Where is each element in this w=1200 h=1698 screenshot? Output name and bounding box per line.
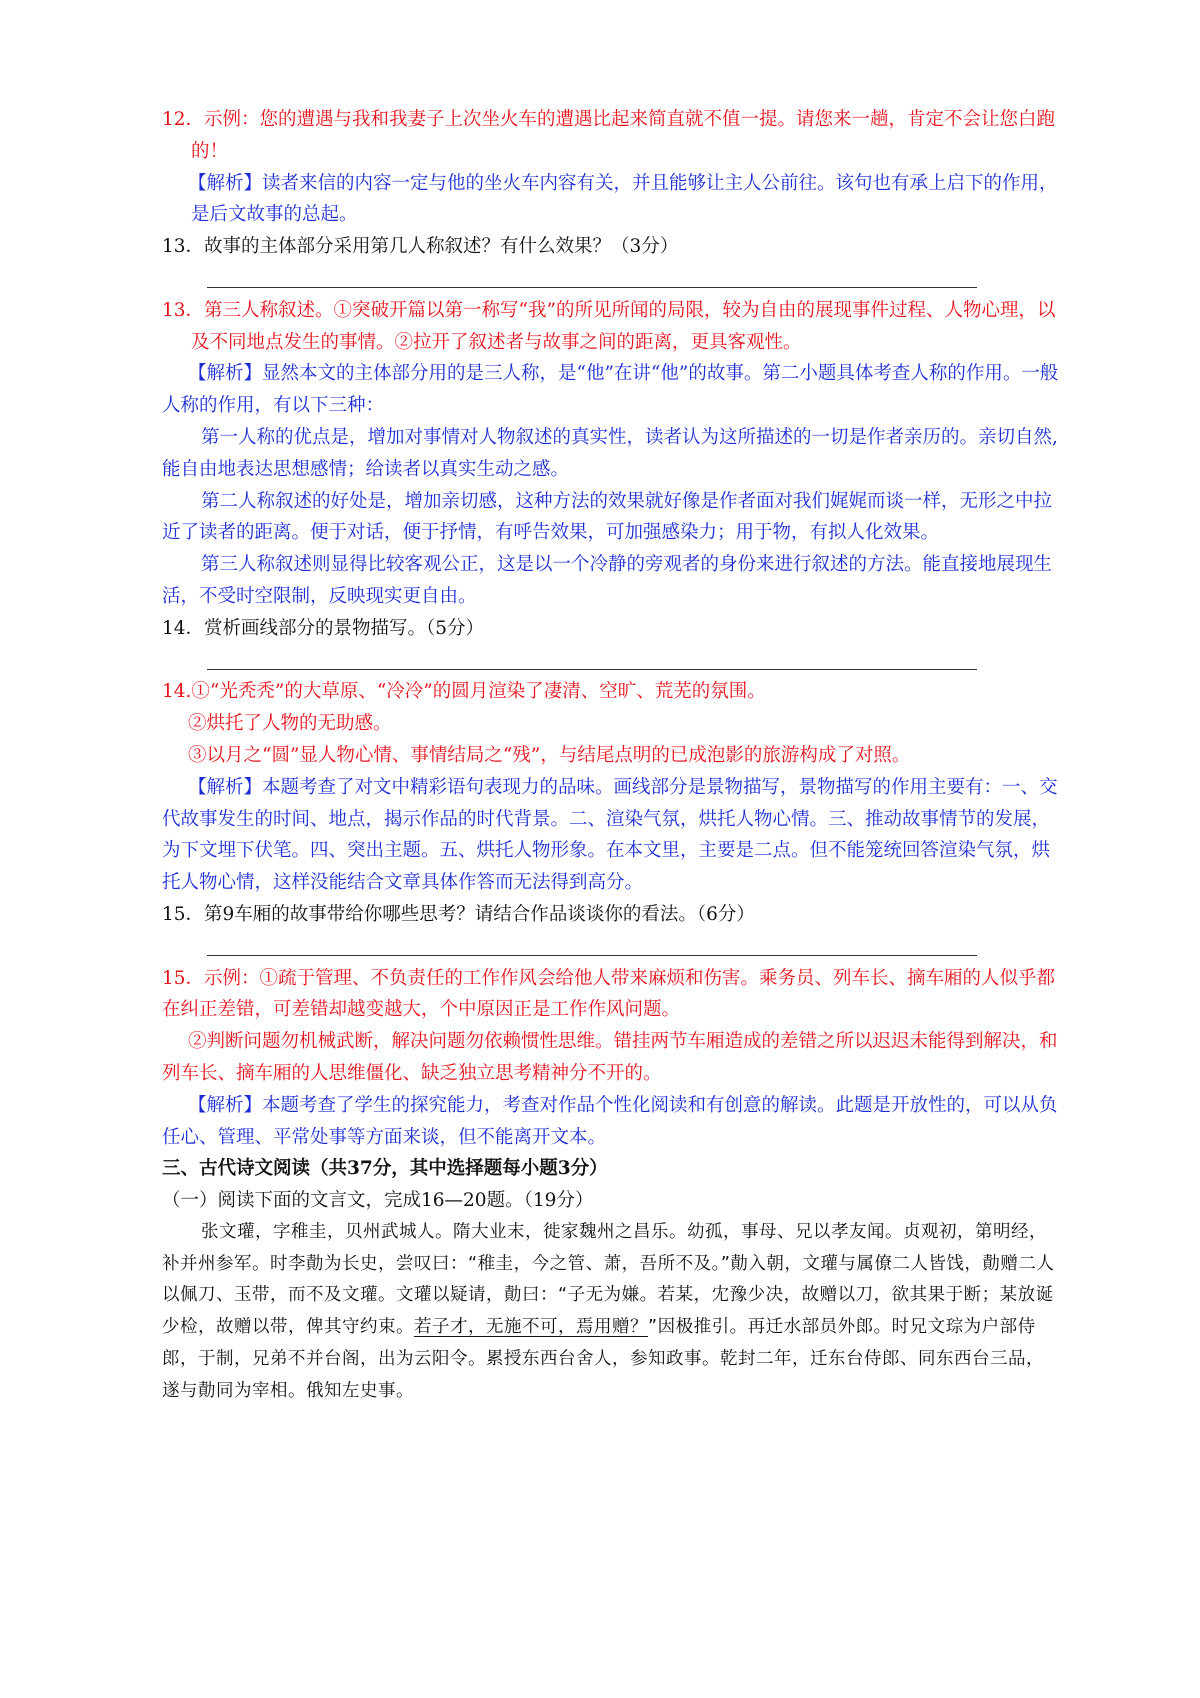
q15-question: 15．第9车厢的故事带给你哪些思考？请结合作品谈谈你的看法。（6分） [162, 903, 755, 925]
q15-analysis: 【解析】本题考查了学生的探究能力，考查对作品个性化阅读和有创意的解读。此题是开放性的，可以从负任心、管理、平常处事等方面来谈，但不能离开文本。 [162, 1094, 1058, 1148]
q14-answer-line [162, 645, 1060, 677]
passage-text-before: 张文瓘，字稚圭，贝州武城人。隋大业末，徙家魏州之昌乐。幼孤，事母、兄以孝友闻。贞观初，第明经，补并州参军。时李勣为长史，尝叹曰：“稚圭，今之管、萧，吾所不及。”勣入朝，文瓘与属僚二人皆饯，勣赠二人以佩刀、玉带，而不及文瓘。文瓘以疑请，勣曰：“子无为嫌。若某，冘豫少决，故赠以刀，欲其果于断；某放诞少检，故赠以带，俾其守约束。 [162, 1221, 1055, 1338]
q14-answer-1: 14.①“光秃秃”的大草原、“冷冷”的圆月渲染了凄清、空旷、荒芜的氛围。 [162, 681, 766, 703]
classical-passage [162, 1217, 1060, 1408]
q13-analysis: 【解析】显然本文的主体部分用的是三人称，是“他”在讲“他”的故事。第二小题具体考查人称的作用。一般人称的作用，有以下三种： [162, 363, 1059, 417]
q15-answer-2: ②判断问题勿机械武断，解决问题勿依赖惯性思维。错挂两节车厢造成的差错之所以迟迟未能得到解决，和列车长、摘车厢的人思维僵化、缺乏独立思考精神分不开的。 [162, 1031, 1058, 1084]
q15-answer-1: 15．示例：①疏于管理、不负责任的工作作风会给他人带来麻烦和伤害。乘务员、列车长、摘车厢的人似乎都在纠正差错，可差错却越变越大，个中原因正是工作作风问题。 [162, 967, 1056, 1021]
passage-text-after: ”因极推引。再迁水部员外郎。时兄文琮为户部侍郎，于制，兄弟不并台阁，出为云阳令。累授东西台舍人，参知政事。乾封二年，迁东台侍郎、同东西台三品，遂与勣同为宰相。俄知左史事。 [162, 1317, 1044, 1401]
q15-answer-line [162, 931, 1060, 963]
q13-answer: 13．第三人称叙述。①突破开篇以第一称写“我”的所见所闻的局限，较为自由的展现事件过程、人物心理，以及不同地点发生的事情。②拉开了叙述者与故事之间的距离，更具客观性。 [162, 299, 1056, 353]
section-subheading: （一）阅读下面的文言文，完成16—20题。（19分） [162, 1190, 594, 1212]
q12-answer: 12．示例：您的遭遇与我和我妻子上次坐火车的遭遇比起来简直就不值一提。请您来一趟，肯定不会让您白跑的！ [162, 109, 1056, 162]
passage-underlined-sentence: 若子才，无施不可，焉用赠？ [414, 1317, 648, 1338]
q13-second-person: 第二人称叙述的好处是，增加亲切感，这种方法的效果就好像是作者面对我们娓娓而谈一样，无形之中拉近了读者的距离。便于对话，便于抒情，有呼告效果，可加强感染力；用于物，有拟人化效果。 [162, 490, 1053, 544]
q14-answer-2: ②烘托了人物的无助感。 [188, 713, 392, 735]
q13-question: 13．故事的主体部分采用第几人称叙述？有什么效果？（3分） [162, 236, 679, 258]
q13-first-person: 第一人称的优点是，增加对事情对人物叙述的真实性，读者认为这所描述的一切是作者亲历的。亲切自然,能自由地表达思想感情；给读者以真实生动之感。 [162, 426, 1058, 480]
q12-analysis: 【解析】读者来信的内容一定与他的坐火车内容有关，并且能够让主人公前往。该句也有承上启下的作用，是后文故事的总起。 [188, 172, 1058, 226]
section-heading: 三、古代诗文阅读（共37分，其中选择题每小题3分） [162, 1158, 608, 1180]
q13-third-person: 第三人称叙述则显得比较客观公正，这是以一个冷静的旁观者的身份来进行叙述的方法。能直接地展现生活，不受时空限制，反映现实更自由。 [162, 554, 1053, 607]
q13-answer-line [162, 263, 1060, 295]
q14-question: 14．赏析画线部分的景物描写。（5分） [162, 617, 485, 639]
q14-answer-3: ③以月之“圆”显人物心情、事情结局之“残”，与结尾点明的已成泡影的旅游构成了对照。 [188, 744, 911, 766]
q14-analysis: 【解析】本题考查了对文中精彩语句表现力的品味。画线部分是景物描写，景物描写的作用主要有：一、交代故事发生的时间、地点，揭示作品的时代背景。二、渲染气氛，烘托人物心情。三、推动故事情节的发展，为下文埋下伏笔。四、突出主题。五、烘托人物形象。在本文里，主要是二点。但不能笼统回答渲染气氛，烘托人物心情，这样没能结合文章具体作答而无法得到高分。 [162, 776, 1058, 894]
